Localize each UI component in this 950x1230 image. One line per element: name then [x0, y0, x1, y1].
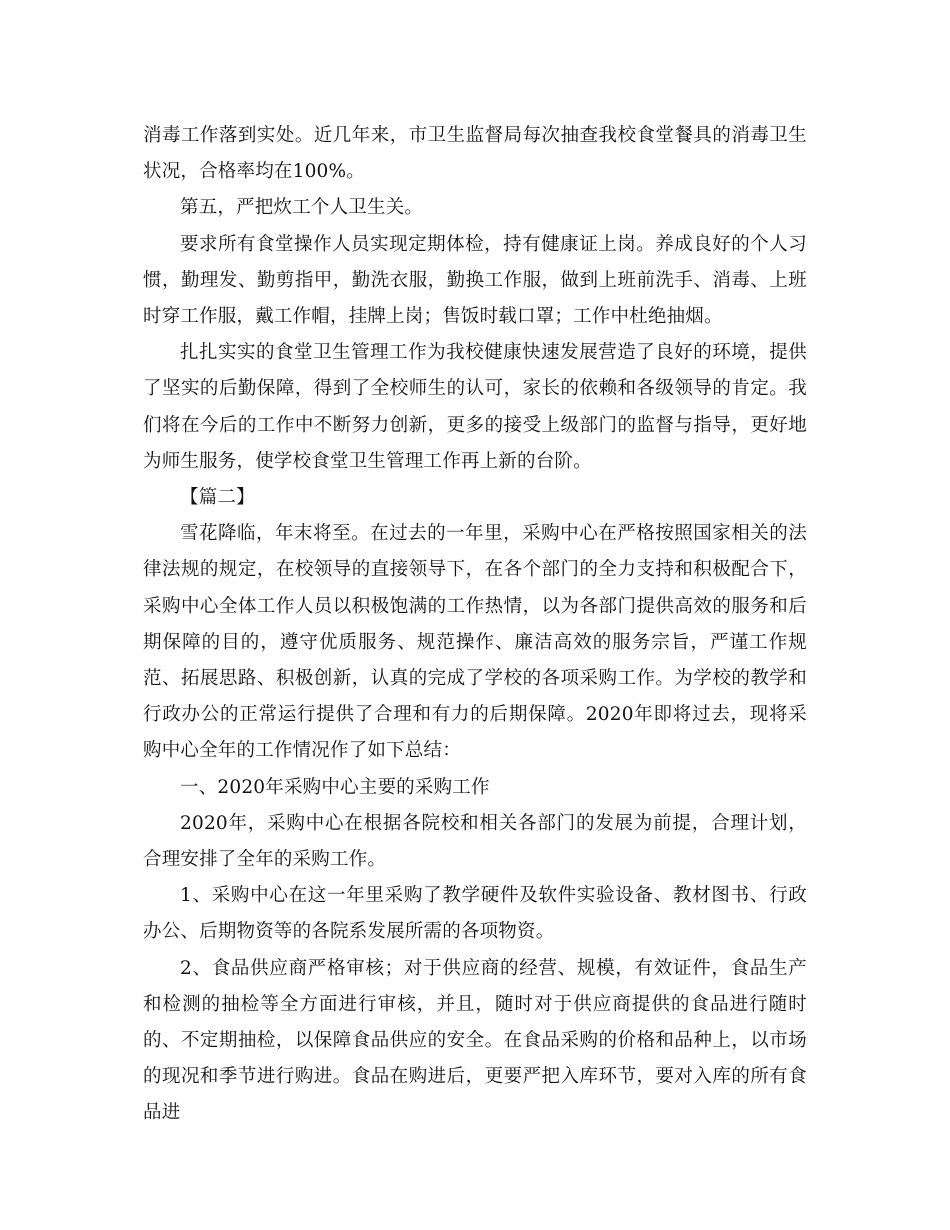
subsection-heading: 一、2020年采购中心主要的采购工作 — [180, 776, 490, 798]
section-heading: 【篇二】 — [180, 487, 255, 509]
paragraph: 1、采购中心在这一年里采购了教学硬件及软件实验设备、教材图书、行政办公、后期物资等的各院系发展所需的各项物资。 — [143, 885, 807, 943]
paragraph: 消毒工作落到实处。近几年来，市卫生监督局每次抽查我校食堂餐具的消毒卫生状况，合格率均在100%。 — [143, 125, 807, 183]
document-body — [143, 118, 807, 1132]
paragraph: 2020年，采购中心在根据各院校和相关各部门的发展为前提，合理计划，合理安排了全年的采购工作。 — [143, 812, 807, 871]
paragraph: 2、食品供应商严格审核；对于供应商的经营、规模，有效证件，食品生产和检测的抽检等全方面进行审核，并且，随时对于供应商提供的食品进行随时的、不定期抽检，以保障食品供应的安全。在食品采购的价格和品种上，以市场的现况和季节进行购进。食品在购进后，更要严把入库环节，要对入库的所有食品进 — [143, 957, 807, 1124]
paragraph: 要求所有食堂操作人员实现定期体检，持有健康证上岗。养成良好的个人习惯，勤理发、勤剪指甲，勤洗衣服，勤换工作服，做到上班前洗手、消毒、上班时穿工作服，戴工作帽，挂牌上岗；售饭时载口罩；工作中杜绝抽烟。 — [143, 233, 807, 328]
paragraph: 雪花降临，年末将至。在过去的一年里，采购中心在严格按照国家相关的法律法规的规定，在校领导的直接领导下，在各个部门的全力支持和积极配合下，采购中心全体工作人员以积极饱满的工作热情，以为各部门提供高效的服务和后期保障的目的，遵守优质服务、规范操作、廉洁高效的服务宗旨，严谨工作规范、拓展思路、积极创新，认真的完成了学校的各项采购工作。为学校的教学和行政办公的正常运行提供了合理和有力的后期保障。2020年即将过去，现将采购中心全年的工作情况作了如下总结： — [143, 523, 807, 762]
paragraph: 扎扎实实的食堂卫生管理工作为我校健康快速发展营造了良好的环境，提供了坚实的后勤保障，得到了全校师生的认可，家长的依赖和各级领导的肯定。我们将在今后的工作中不断努力创新，更多的接受上级部门的监督与指导，更好地为师生服务，使学校食堂卫生管理工作再上新的台阶。 — [143, 342, 807, 472]
paragraph: 第五，严把炊工个人卫生关。 — [180, 197, 424, 219]
